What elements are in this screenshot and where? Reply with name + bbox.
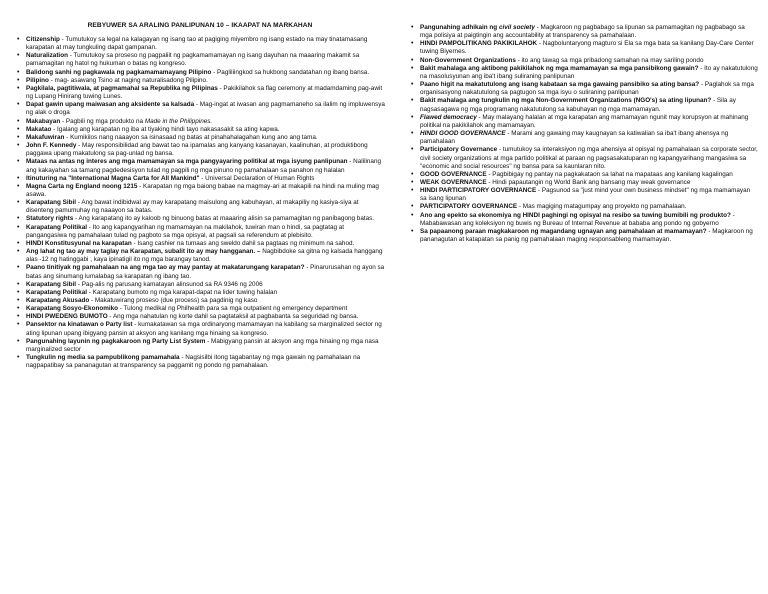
list-item: [26, 126, 386, 134]
item-term: Mataas na antas ng interes ang mga mamamayan sa mga pangyayaring politikal at mga isyung panlipunan: [26, 158, 348, 166]
item-term: Makafuwiran: [26, 133, 65, 141]
item-term: Balidong sanhi ng pagkawala ng pagkamamamayang Pilipino: [26, 68, 212, 76]
item-term: WEAK GOVERNANCE: [420, 178, 487, 186]
item-term: Karapatang Politikal: [26, 223, 87, 231]
item-term: HINDI PARTICIPATORY GOVERNANCE: [420, 187, 537, 195]
item-description: - Mas magiging matagumpay ang proyekto ng pamahalaan.: [517, 203, 687, 211]
item-description: - Sila ay nagsasagawa ng mga programang nakatutulong sa kabuhayan ng mga mamamayan.: [420, 97, 736, 113]
item-description: - Tumutukoy sa legal na kalagayan ng isang tao at pagiging miyembro ng isang estado na may tinatamasang karapatan at may tungkuling dapat gampanan.: [26, 36, 368, 52]
item-description: - Nalilinang ang kakayahan sa tamang pagdedesisyon tulad ng pagpili ng mga pinuno ng pamahalaan sa panahon ng halalan: [26, 158, 382, 174]
list-item: [420, 130, 758, 146]
list-item: [26, 134, 386, 142]
item-description: - Tumutukoy sa proseso ng pagpaliit ng pagkamamamayan ng isang dayuhan na maaaring makamit sa pamamagitan ng hatol ng hukuman o batas ng kongreso.: [26, 52, 360, 68]
right-bullet-list: [408, 24, 758, 244]
list-item: [26, 297, 386, 305]
item-term: Pilipino: [26, 76, 49, 84]
item-term-emphasis: civil society: [498, 24, 535, 31]
list-item: [26, 175, 386, 183]
item-term: Karapatang Politikal: [26, 288, 87, 296]
right-column: [408, 24, 758, 244]
item-description: - May responsibilidad ang bawat tao na ipamalas ang kanyang kasanayan, kaalinuhan, at produktibong paggawa upang makatulong sa pag-unlad ng bansa.: [26, 142, 368, 158]
list-item: [26, 289, 386, 297]
list-item: [26, 305, 386, 313]
item-description: - Ang karapatang ito ay kaloob ng binuong batas at maaaring alisin sa pamamagitan ng panibagong batas.: [73, 215, 375, 223]
left-bullet-list: [14, 36, 386, 370]
list-item: [420, 179, 758, 187]
item-term: Bakit mahalaga ang tungkulin ng mga Non-Government Organizations (NGO's) sa ating lipunan?: [420, 97, 712, 105]
list-item: [420, 146, 758, 170]
item-term-emphasis-wrap: [499, 24, 535, 31]
item-term-emphasis-wrap: [420, 114, 477, 121]
item-description: - Karapatan ng mga baiong babae na magmay-ari at makapili na hindi na muling mag asawa.: [26, 182, 379, 198]
list-item: [26, 118, 386, 126]
list-item: [26, 338, 386, 354]
item-term: Bakit mahalaga ang aktibong pakikilahok ng mga mamamayan sa mga pansibikong gawain?: [420, 64, 699, 72]
list-item: [26, 69, 386, 77]
list-item: [26, 158, 386, 174]
item-term: HINDI Konstitusyunal na karapatan: [26, 239, 132, 247]
list-item: [420, 228, 758, 244]
left-column: [14, 22, 386, 370]
list-item: [26, 52, 386, 68]
item-description: - Mag-ingat at iwasan ang pagmamaneho sa ilalim ng impluwensya ng alak o droga: [26, 101, 385, 117]
item-term: Itinuturing na "International Magna Carta for All Mankind": [26, 174, 200, 182]
list-item: [26, 215, 386, 223]
item-term: HINDI PAMPOLITIKANG PAKIKILAHOK: [420, 40, 538, 48]
item-term: Karapatang Akusado: [26, 297, 90, 304]
item-term: Karapatang Sosyo-Ekonomiko: [26, 305, 119, 313]
item-term: GOOD GOVERNANCE: [420, 170, 487, 178]
item-term: Naturalization: [26, 52, 68, 60]
item-term: Pagkilala, pagtitiwala, at pagmamahal sa Republika ng Pilipinas: [26, 84, 218, 92]
item-description: - Ang mga nahatulan ng korte dahil sa pagtataksil at pagbabanta sa seguridad ng bansa.: [107, 313, 359, 321]
list-item: [26, 321, 386, 337]
item-description: - Pinarurusahan ng ayon sa batas ang sinumang lumalabag sa karapatan ng ibang tao.: [26, 264, 385, 280]
item-description: - Pagsunod sa "just mind your own business mindset" ng mga mamamayan sa isang lipunan: [420, 187, 751, 203]
item-description: - kumakatawan sa mga ordinaryong mamamayan na kabilang sa marginalized sector ng ating lipunan upang ibigyang pansin at aksyon ang kanilang mga hinaing sa kongreso.: [26, 321, 382, 337]
list-item: [420, 187, 758, 203]
item-term: John F. Kennedy: [26, 142, 77, 150]
list-item: [26, 101, 386, 117]
item-description: - ito ang tawag sa mga pribadong samahan na may sariling pondo: [515, 56, 704, 64]
list-item: [26, 142, 386, 158]
list-item: [26, 224, 386, 240]
item-term: Makabayan: [26, 117, 61, 125]
item-term-rest: noong 1215: [100, 182, 138, 190]
item-description: - Ito ang kapangyarihan ng mamamayan na makilahok, tuwiran man o hindi, sa pagtatag at pangangasiwa ng pamahalaan tulad ng pagboto sa mga opisyal, at pagsali sa referendum at plebisito.: [26, 223, 345, 239]
item-term: Pangunahing adhikain ng: [420, 24, 499, 31]
list-item: [26, 77, 386, 85]
list-item: [26, 85, 386, 101]
item-description: - Universal Declaration of Human Rights: [199, 174, 315, 182]
item-term: PARTICIPATORY GOVERNANCE: [420, 203, 518, 211]
list-item: [420, 114, 758, 130]
list-item: [420, 97, 758, 113]
list-item: [26, 354, 386, 370]
list-item: [26, 281, 386, 289]
item-term-emphasis-wrap: [420, 130, 506, 137]
item-description: - Magkaroon ng pananagutan at katapatan sa panig ng pamahalaan maging responsableng mamamayan.: [420, 227, 753, 244]
item-term: Pangunahing layunin ng pagkakaroon ng Party List System: [26, 337, 206, 345]
item-description: - Hindi papautangin ng World Bank ang bansang may weak governance: [486, 178, 691, 186]
item-description: - Tulong medikal ng Philhealth para sa mga outpatient ng emergency department: [118, 305, 348, 313]
item-term: Magna Carta ng England: [26, 182, 101, 190]
item-term: Non-Government Organizations: [420, 56, 516, 64]
item-description: - Ang bawat indibidwal ay may karapatang maisulong ang kabuhayan, at makapiliy ng kasiya-siya at disenteng pamumuhay ng naaayon sa batas.: [26, 199, 359, 215]
item-description: - tumutukoy sa interaksiyon ng mga ahensiya at opisyal ng pamahalaan sa corporate sector, civil society organizations at mga partido politikal at paraan ng pagsasakatuparan ng kapangyarihang mangasiwa sa "economic and social resources" ng bansa para sa kaunlaran nito.: [420, 146, 758, 170]
item-term-emphasis: HINDI GOOD GOVERNANCE: [420, 130, 506, 138]
list-item: [26, 248, 386, 264]
item-term: HINDI PWEDENG BUMOTO: [26, 313, 108, 321]
item-term: Karapatang Sibil: [26, 280, 77, 288]
list-item: [420, 212, 758, 228]
list-item: [26, 240, 386, 248]
item-term: Paano tinitiyak ng pamahalaan na ang mga tao ay may pantay at makatarungang karapatan?: [26, 264, 305, 272]
list-item: [420, 203, 758, 211]
list-item: [26, 199, 386, 215]
item-description-emphasis: Made in the Philippines.: [144, 117, 213, 125]
item-term: Statutory rights: [26, 215, 74, 223]
list-item: [26, 183, 386, 199]
item-description: - Mabigyang pansin at aksyon ang mga hinaing ng mga nasa marginalized sector: [26, 337, 379, 353]
item-description: - mag- asawang Tsino at naging naturalisadong Pilipino.: [48, 76, 208, 84]
item-description: - Magkaroon ng pagbabago sa lipunan sa pamamagitan ng pagbabago sa mga polisiya at paigtingin ang accountability at transparency sa pamahalaan.: [420, 24, 745, 40]
list-item: [420, 24, 758, 40]
item-term: Pansektor na kinatawan o Party list: [26, 321, 133, 329]
item-description: - Pag-alis ng parusang kamatayan alinsunod sa RA 9346 ng 2006: [76, 280, 263, 288]
list-item: [26, 36, 386, 52]
item-description: - Marami ang gawaing may kaugnayan sa katiwalian sa iba't ibang ahensya ng pamahalaan: [420, 130, 729, 146]
item-description: - Mababawasan ang koleksiyon ng buwis ng Bureau of Internal Revenue at bababa ang pondo ng gobyerno: [420, 211, 735, 227]
item-description: - Igalang ang karapatan ng iba at tiyaking hindi tayo nakasasakit sa ating kapwa.: [51, 125, 280, 133]
item-description: Nagbibdoke sa gitna ng kalsada hanggang alas -12 ng hatinggabi , kaya ipinatigil ito ng mga barangay tanod.: [26, 248, 383, 264]
item-description: - Isang cashier na tumaas ang sweldo dahil sa pagtaas ng minimum na sahod.: [131, 239, 355, 247]
item-term: Sa papaanong paraan magkakaroon ng magandang ugnayan ang pamahalaan at mamamayan?: [420, 227, 707, 235]
list-item: [420, 171, 758, 179]
item-description: - Pagbibigay ng pantay na pagkakataon sa lahat na mapataas ang kanilang kagalingan: [486, 170, 733, 178]
item-term: Karapatang Sibil: [26, 199, 77, 207]
item-term: Tungkulin ng media sa pampublikong pamamahala: [26, 354, 180, 362]
list-item: [420, 65, 758, 81]
item-description: - Paglahok sa mga organisasyong nakatutulong sa pagtugon sa mga isyu o suliraning panlipunan: [420, 81, 754, 97]
item-description: - Nagsisilbi itong tagabantay ng mga gawain ng pamahalaan na nagpapatibay sa pananagutan at transparency sa paggamit ng pondo ng pamahalaan.: [26, 354, 361, 370]
item-description: - Karapatang bumoto ng mga karapat-dapat na lider tuwing halalan: [87, 288, 278, 296]
item-description: - Kumikilos nang naaayon sa isinasaad ng batas at pinahahalagahan kung ano ang tama.: [64, 133, 318, 141]
list-item: [26, 313, 386, 321]
item-description: - Pagbili ng mga produkto na: [60, 117, 145, 125]
item-term: Citizenship: [26, 36, 60, 43]
item-description: - Pagliliingkod sa hukbong sandatahan ng ibang bansa.: [211, 68, 370, 76]
item-term: Paano higit na makatutulong ang isang kabataan sa mga gawaing pansibiko sa ating bansa?: [420, 81, 700, 89]
item-term: Makatao: [26, 125, 52, 133]
item-description: - Nagboluntaryong magturo si Ela sa mga bata sa kanilang Day-Care Center tuwing Biyernes.: [420, 40, 754, 56]
list-item: [420, 57, 758, 65]
item-term: Ang lahat ng tao ay may taglay na Karapatan, subalit ito ay may hangganan. –: [26, 248, 261, 256]
list-item: [420, 40, 758, 56]
item-term: Participatory Governance: [420, 146, 498, 154]
document-title: REBYUWER SA ARALING PANLIPUNAN 10 – IKAAPAT NA MARKAHAN: [87, 22, 313, 29]
list-item: [420, 81, 758, 97]
item-term: Ano ang epekto sa ekonomiya ng HINDI paghingi ng opisyal na resibo sa tuwing bumibili ng produkto?: [420, 211, 731, 219]
item-term-emphasis: Flawed democracy: [420, 113, 477, 121]
item-term: Dapat gawin upang maiwasan ang aksidente sa kalsada: [26, 101, 195, 109]
list-item: [26, 264, 386, 280]
item-description: - May malayang halalan at mga karapatan ang mamamayan ngunit may korupsyon at mahinang politikal na pakikilahok ang mamamayan.: [420, 113, 749, 129]
item-description: - Makatuwirang proseso (due process) sa pagdinig ng kaso: [89, 297, 258, 304]
item-description: - Pakikilahok sa flag ceremony at madamdaming pag-awit ng Lupang Hinirang tuwing Lunes.: [26, 84, 383, 101]
item-description: - Ito ay nakatutulong na masolusyunan ang iba't ibang suliraning panlipunan: [420, 64, 758, 80]
